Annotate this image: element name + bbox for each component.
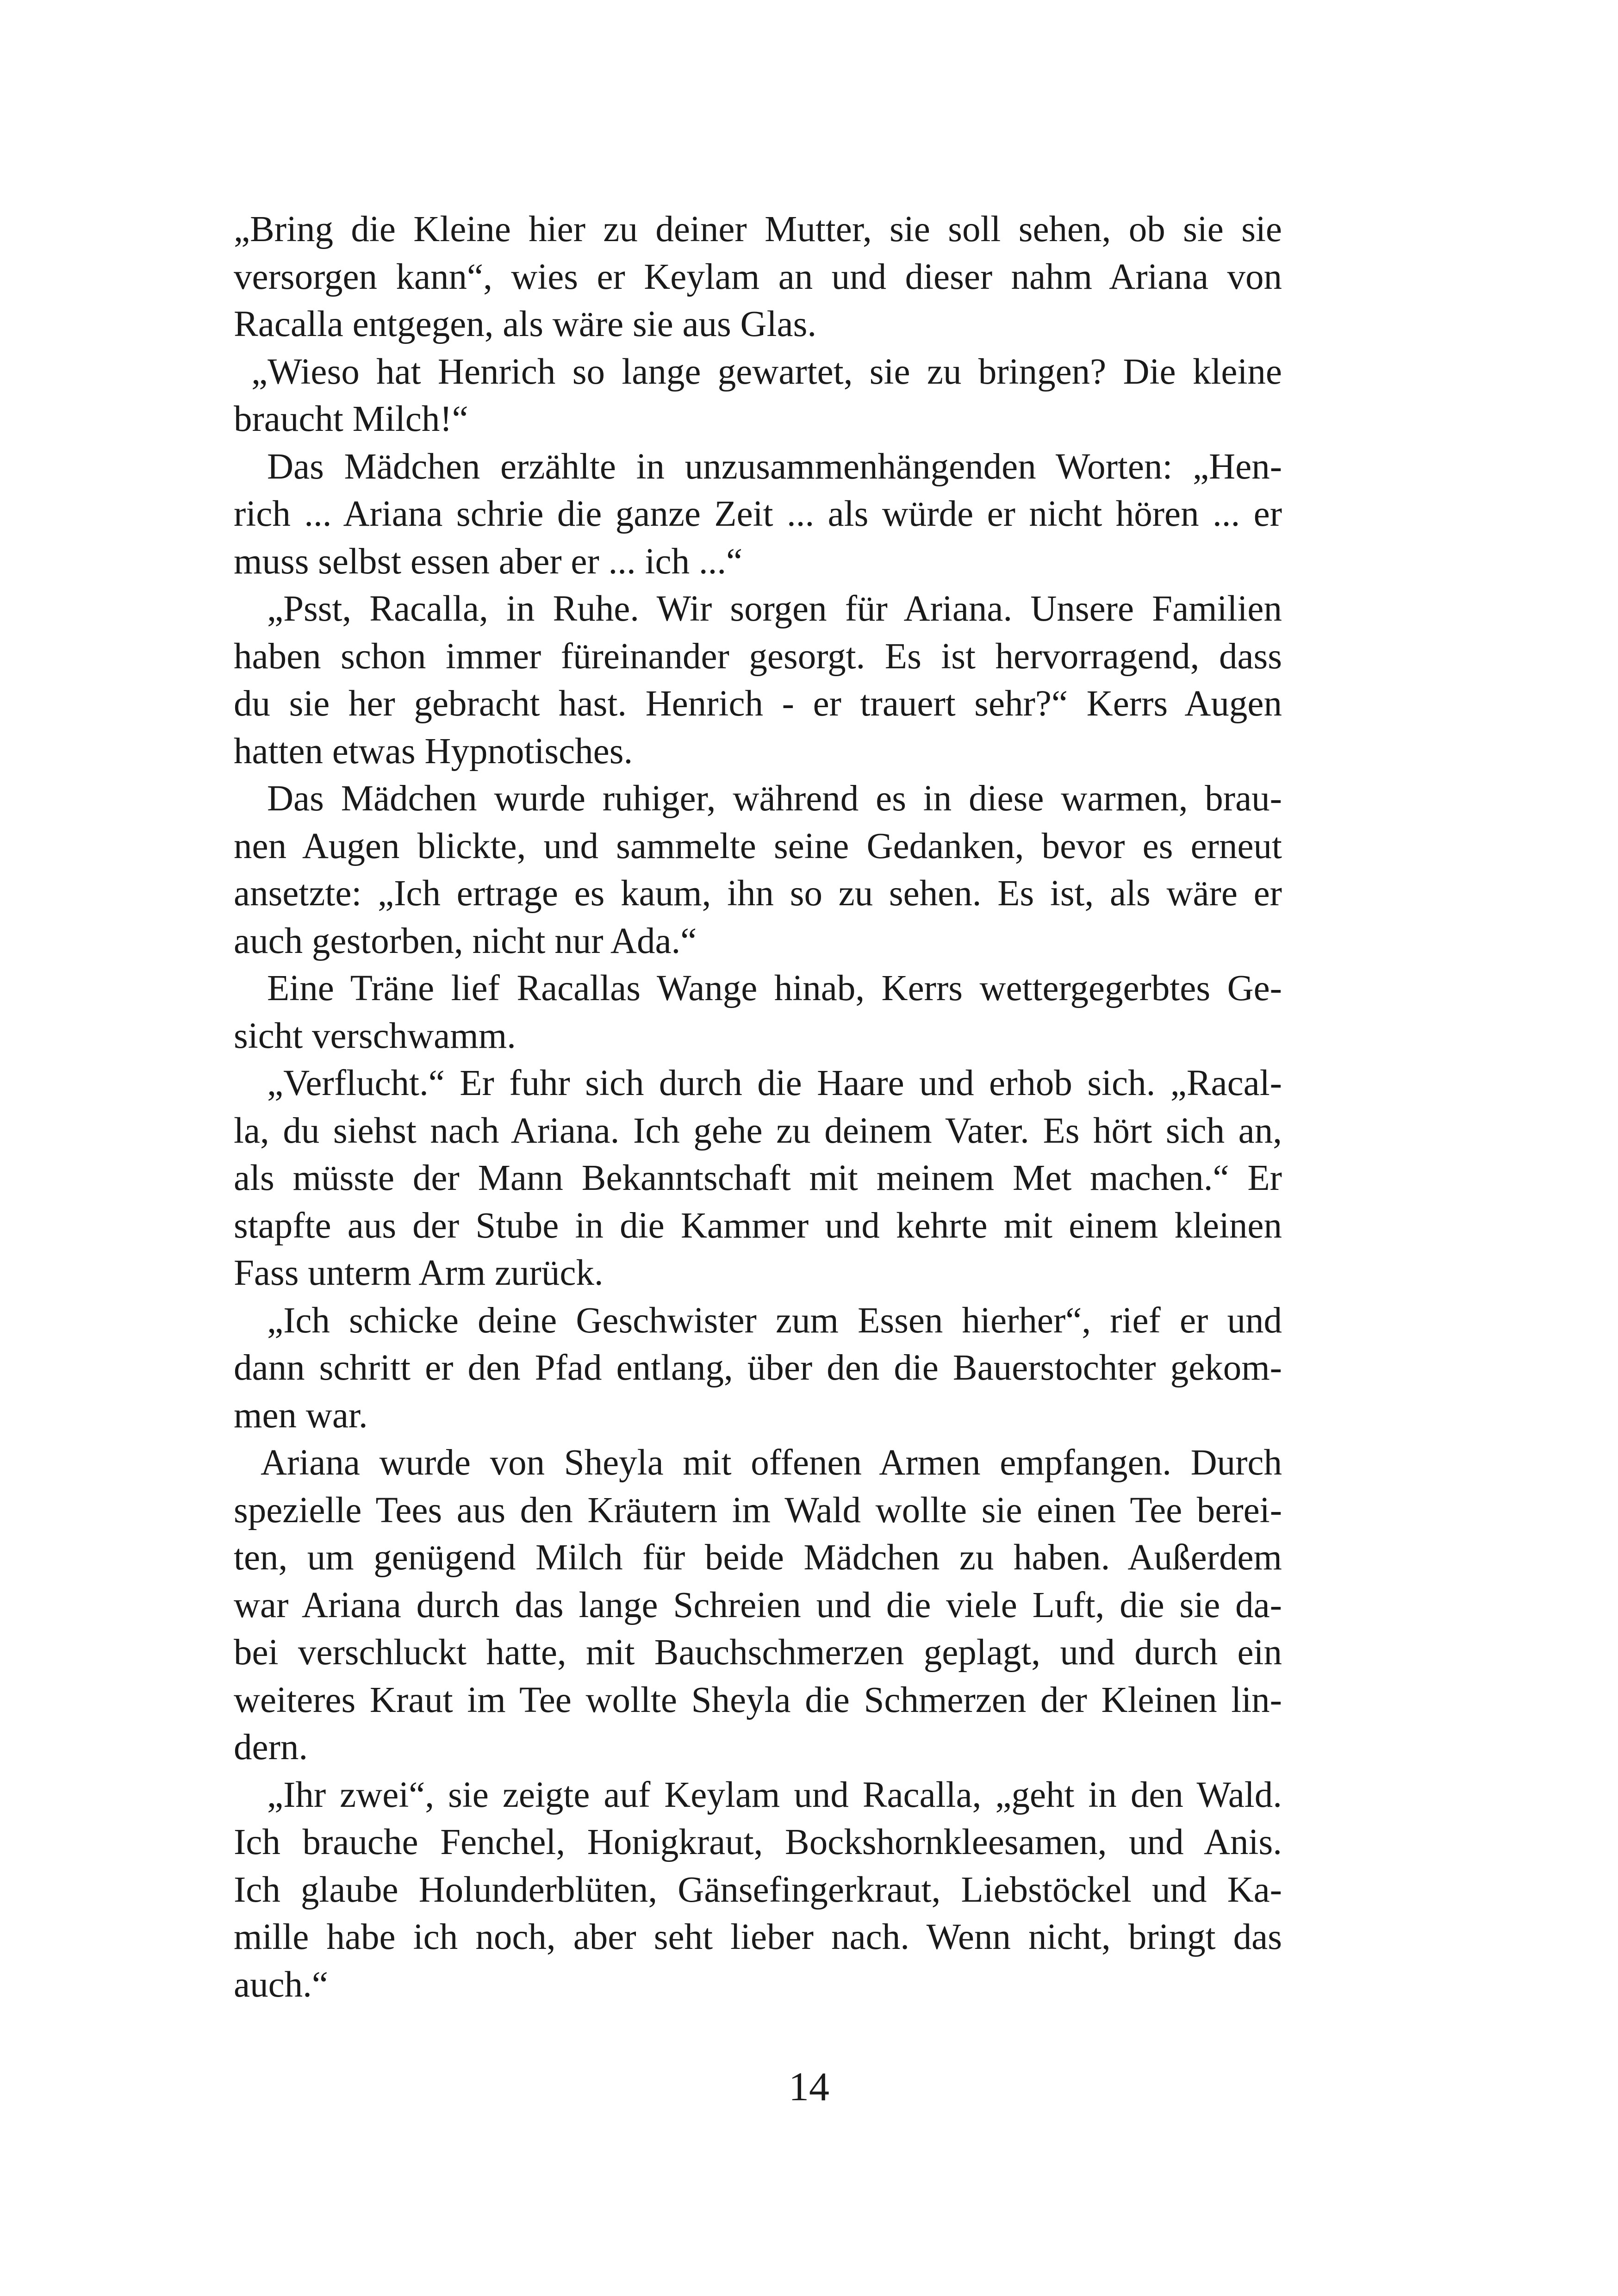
paragraph — [234, 965, 1282, 1060]
text-line: „Verflucht.“ Er fuhr sich durch die Haare und erhob sich. „Racal- — [267, 1063, 1282, 1103]
text-line: hatten etwas Hypnotisches. — [234, 731, 633, 772]
text-line: la, du siehst nach Ariana. Ich gehe zu deinem Vater. Es hört sich an, — [234, 1110, 1282, 1151]
text-line: spezielle Tees aus den Kräutern im Wald wollte sie einen Tee berei- — [234, 1490, 1282, 1531]
text-line: war Ariana durch das lange Schreien und die viele Luft, die sie da- — [234, 1585, 1282, 1625]
text-line: „Psst, Racalla, in Ruhe. Wir sorgen für Ariana. Unsere Familien — [267, 589, 1282, 629]
text-line: bei verschluckt hatte, mit Bauchschmerzen geplagt, und durch ein — [234, 1632, 1282, 1673]
text-line: auch gestorben, nicht nur Ada.“ — [234, 921, 697, 961]
body-text — [234, 206, 1282, 2009]
text-line: Racalla entgegen, als wäre sie aus Glas. — [234, 304, 817, 344]
paragraph — [234, 1297, 1282, 1440]
text-line: Fass unterm Arm zurück. — [234, 1253, 604, 1293]
text-line: Das Mädchen wurde ruhiger, während es in diese warmen, brau- — [267, 778, 1282, 819]
text-line: Eine Träne lief Racallas Wange hinab, Kerrs wettergegerbtes Ge- — [267, 968, 1282, 1008]
text-line: stapfte aus der Stube in die Kammer und kehrte mit einem kleinen — [234, 1205, 1282, 1246]
text-line: „Ihr zwei“, sie zeigte auf Keylam und Racalla, „geht in den Wald. — [267, 1774, 1282, 1815]
text-line: Ich glaube Holunderblüten, Gänsefingerkraut, Liebstöckel und Ka- — [234, 1869, 1282, 1910]
text-line: Das Mädchen erzählte in unzusammenhängenden Worten: „Hen- — [267, 446, 1282, 487]
text-line: Ich brauche Fenchel, Honigkraut, Bockshornkleesamen, und Anis. — [234, 1822, 1282, 1862]
text-line: mille habe ich noch, aber seht lieber nach. Wenn nicht, bringt das — [234, 1917, 1282, 1957]
text-line: ten, um genügend Milch für beide Mädchen zu haben. Außerdem — [234, 1537, 1282, 1578]
text-line: als müsste der Mann Bekanntschaft mit meinem Met machen.“ Er — [234, 1158, 1282, 1198]
text-line: versorgen kann“, wies er Keylam an und dieser nahm Ariana von — [234, 256, 1282, 297]
text-line: du sie her gebracht hast. Henrich - er trauert sehr?“ Kerrs Augen — [234, 684, 1282, 724]
text-line: haben schon immer füreinander gesorgt. Es ist hervorragend, dass — [234, 636, 1282, 677]
text-line: dern. — [234, 1727, 308, 1767]
paragraph — [234, 206, 1282, 348]
text-line: „Ich schicke deine Geschwister zum Essen hierher“, rief er und — [267, 1300, 1282, 1341]
text-line: weiteres Kraut im Tee wollte Sheyla die Schmerzen der Kleinen lin- — [234, 1680, 1282, 1720]
text-line: rich ... Ariana schrie die ganze Zeit ... als würde er nicht hören ... er — [234, 494, 1282, 534]
paragraph — [234, 1439, 1282, 1772]
paragraph — [234, 1060, 1282, 1297]
paragraph — [234, 585, 1282, 775]
text-line: „Wieso hat Henrich so lange gewartet, sie zu bringen? Die kleine — [251, 351, 1282, 392]
paragraph — [234, 775, 1282, 965]
paragraph — [234, 443, 1282, 586]
text-line: muss selbst essen aber er ... ich ...“ — [234, 541, 743, 582]
page-number: 14 — [789, 2065, 829, 2109]
text-line: ansetzte: „Ich ertrage es kaum, ihn so zu sehen. Es ist, als wäre er — [234, 873, 1282, 914]
paragraph — [234, 348, 1282, 443]
text-line: auch.“ — [234, 1964, 328, 2005]
text-line: braucht Milch!“ — [234, 399, 468, 439]
text-line: sicht verschwamm. — [234, 1015, 516, 1056]
text-line: Ariana wurde von Sheyla mit offenen Armen empfangen. Durch — [261, 1443, 1282, 1483]
text-line: nen Augen blickte, und sammelte seine Gedanken, bevor es erneut — [234, 826, 1282, 866]
text-line: men war. — [234, 1395, 368, 1436]
text-line: „Bring die Kleine hier zu deiner Mutter, sie soll sehen, ob sie sie — [234, 209, 1282, 249]
paragraph — [234, 1772, 1282, 2009]
text-line: dann schritt er den Pfad entlang, über den die Bauerstochter gekom- — [234, 1348, 1282, 1388]
